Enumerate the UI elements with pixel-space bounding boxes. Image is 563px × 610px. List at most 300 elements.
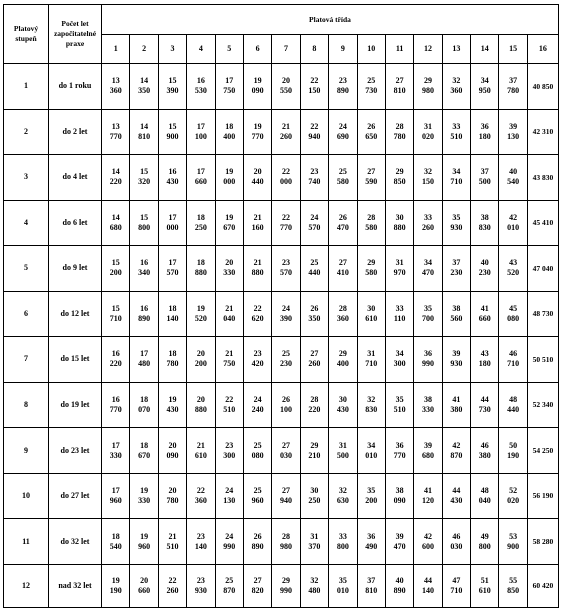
salary-thousands: 40	[395, 575, 404, 585]
salary-units: 350	[308, 313, 321, 323]
salary-value	[450, 349, 462, 369]
salary-cell	[272, 246, 300, 292]
salary-thousands: 20	[196, 349, 205, 359]
salary-thousands: 18	[168, 349, 177, 359]
salary-cell	[300, 155, 328, 201]
salary-cell	[130, 428, 158, 474]
salary-thousands: 27	[338, 258, 347, 268]
salary-cell	[102, 428, 130, 474]
salary-thousands: 14	[140, 76, 149, 86]
salary-value	[223, 441, 235, 461]
salary-thousands: 39	[395, 531, 404, 541]
salary-value	[223, 76, 235, 96]
salary-cell-class-16: 45 410	[527, 200, 558, 246]
salary-units: 880	[194, 268, 207, 278]
salary-units: 390	[280, 313, 293, 323]
salary-thousands: 31	[423, 121, 432, 131]
salary-thousands: 20	[140, 575, 149, 585]
salary-units: 590	[365, 177, 378, 187]
salary-units: 480	[138, 359, 151, 369]
salary-cell	[272, 64, 300, 110]
salary-units: 030	[450, 541, 463, 551]
salary-cell	[329, 200, 357, 246]
salary-cell	[357, 200, 385, 246]
salary-cell	[300, 473, 328, 519]
salary-cell	[102, 519, 130, 565]
salary-cell	[471, 109, 499, 155]
salary-thousands: 17	[196, 121, 205, 131]
salary-value	[195, 76, 207, 96]
years-cell: do 9 let	[49, 246, 102, 292]
salary-cell	[243, 519, 271, 565]
salary-units: 610	[365, 313, 378, 323]
salary-thousands: 16	[168, 167, 177, 177]
salary-value	[110, 167, 122, 187]
salary-cell	[158, 200, 186, 246]
salary-units: 370	[308, 541, 321, 551]
years-cell: do 23 let	[49, 428, 102, 474]
salary-thousands: 15	[111, 258, 120, 268]
salary-thousands: 17	[196, 167, 205, 177]
salary-thousands: 37	[480, 167, 489, 177]
salary-thousands: 55	[509, 575, 518, 585]
salary-thousands: 18	[196, 212, 205, 222]
salary-units: 360	[194, 496, 207, 506]
salary-units: 520	[507, 268, 520, 278]
salary-thousands: 19	[253, 121, 262, 131]
salary-units: 320	[138, 177, 151, 187]
salary-cell	[385, 337, 413, 383]
salary-cell	[300, 246, 328, 292]
salary-thousands: 26	[282, 394, 291, 404]
header-class-10: 10	[357, 35, 385, 64]
salary-cell-class-16: 50 510	[527, 337, 558, 383]
salary-cell	[499, 519, 527, 565]
salary-cell	[414, 109, 442, 155]
salary-value	[308, 395, 320, 415]
salary-thousands: 27	[282, 486, 291, 496]
salary-thousands: 23	[225, 440, 234, 450]
salary-units: 240	[251, 404, 264, 414]
step-cell: 2	[4, 109, 49, 155]
salary-value	[280, 395, 292, 415]
salary-value	[110, 532, 122, 552]
salary-units: 330	[109, 450, 122, 460]
salary-cell	[215, 291, 243, 337]
salary-cell	[158, 519, 186, 565]
salary-units: 730	[365, 86, 378, 96]
salary-cell-class-16: 56 190	[527, 473, 558, 519]
salary-units: 430	[166, 404, 179, 414]
salary-cell	[414, 337, 442, 383]
salary-thousands: 51	[480, 575, 489, 585]
salary-value	[422, 213, 434, 233]
salary-units: 230	[450, 268, 463, 278]
salary-value	[507, 122, 519, 142]
salary-units: 000	[223, 177, 236, 187]
salary-value	[252, 76, 264, 96]
salary-units: 580	[336, 177, 349, 187]
salary-cell	[102, 473, 130, 519]
salary-cell	[158, 473, 186, 519]
salary-units: 710	[450, 585, 463, 595]
salary-cell	[102, 155, 130, 201]
salary-thousands: 28	[367, 212, 376, 222]
salary-thousands: 39	[452, 349, 461, 359]
salary-cell	[158, 109, 186, 155]
salary-value	[479, 304, 491, 324]
salary-units: 660	[478, 313, 491, 323]
salary-value	[422, 167, 434, 187]
salary-units: 430	[450, 496, 463, 506]
salary-value	[280, 76, 292, 96]
salary-cell	[442, 291, 470, 337]
salary-thousands: 25	[253, 486, 262, 496]
salary-units: 940	[308, 131, 321, 141]
salary-units: 510	[450, 131, 463, 141]
salary-value	[195, 441, 207, 461]
salary-units: 090	[393, 496, 406, 506]
salary-units: 080	[507, 313, 520, 323]
salary-cell	[357, 246, 385, 292]
salary-units: 220	[109, 359, 122, 369]
salary-units: 300	[223, 450, 236, 460]
salary-thousands: 22	[225, 394, 234, 404]
salary-units: 670	[223, 222, 236, 232]
salary-units: 330	[223, 268, 236, 278]
salary-thousands: 35	[423, 303, 432, 313]
salary-value	[308, 486, 320, 506]
salary-units: 710	[109, 313, 122, 323]
salary-cell	[187, 246, 215, 292]
salary-units: 670	[138, 450, 151, 460]
salary-units: 120	[421, 496, 434, 506]
table-body	[4, 64, 559, 608]
salary-cell	[272, 155, 300, 201]
salary-thousands: 28	[395, 121, 404, 131]
salary-thousands: 16	[140, 258, 149, 268]
table-row	[4, 564, 559, 607]
salary-units: 990	[421, 359, 434, 369]
salary-cell	[442, 473, 470, 519]
salary-cell	[329, 246, 357, 292]
salary-cell	[272, 382, 300, 428]
salary-value	[308, 349, 320, 369]
salary-units: 440	[251, 177, 264, 187]
salary-value	[507, 258, 519, 278]
salary-thousands: 22	[310, 121, 319, 131]
salary-value	[365, 122, 377, 142]
salary-thousands: 16	[111, 349, 120, 359]
salary-thousands: 22	[310, 76, 319, 86]
years-cell: do 2 let	[49, 109, 102, 155]
salary-units: 440	[308, 268, 321, 278]
salary-cell	[385, 109, 413, 155]
salary-units: 260	[308, 359, 321, 369]
salary-thousands: 47	[452, 575, 461, 585]
salary-thousands: 20	[253, 167, 262, 177]
salary-units: 610	[194, 450, 207, 460]
salary-value	[138, 304, 150, 324]
header-class-8: 8	[300, 35, 328, 64]
salary-value	[138, 167, 150, 187]
salary-cell	[158, 564, 186, 607]
salary-units: 570	[166, 268, 179, 278]
salary-thousands: 23	[253, 349, 262, 359]
header-pocet-let: Počet let započitatelné praxe	[49, 5, 102, 64]
step-cell: 8	[4, 382, 49, 428]
salary-value	[308, 304, 320, 324]
salary-value	[507, 304, 519, 324]
salary-cell	[329, 155, 357, 201]
salary-cell	[272, 519, 300, 565]
salary-units: 040	[223, 313, 236, 323]
salary-cell	[215, 109, 243, 155]
salary-cell	[102, 337, 130, 383]
salary-cell	[187, 291, 215, 337]
salary-cell	[357, 564, 385, 607]
salary-table	[3, 4, 559, 608]
salary-cell	[243, 200, 271, 246]
salary-units: 890	[393, 585, 406, 595]
salary-units: 580	[365, 222, 378, 232]
salary-units: 090	[166, 450, 179, 460]
salary-thousands: 25	[367, 76, 376, 86]
salary-thousands: 33	[423, 212, 432, 222]
salary-thousands: 24	[282, 303, 291, 313]
salary-thousands: 26	[310, 303, 319, 313]
salary-cell	[215, 519, 243, 565]
salary-units: 560	[450, 313, 463, 323]
salary-thousands: 24	[225, 486, 234, 496]
salary-cell	[300, 428, 328, 474]
salary-thousands: 25	[310, 258, 319, 268]
years-cell: do 1 roku	[49, 64, 102, 110]
header-class-5: 5	[215, 35, 243, 64]
salary-value	[422, 258, 434, 278]
salary-thousands: 38	[395, 486, 404, 496]
header-class-12: 12	[414, 35, 442, 64]
salary-cell	[442, 337, 470, 383]
salary-units: 870	[450, 450, 463, 460]
salary-value	[280, 576, 292, 596]
salary-thousands: 29	[367, 258, 376, 268]
table-row	[4, 64, 559, 110]
salary-value	[110, 258, 122, 278]
salary-thousands: 22	[282, 167, 291, 177]
header-class-7: 7	[272, 35, 300, 64]
salary-cell	[187, 564, 215, 607]
salary-units: 010	[507, 222, 520, 232]
salary-value	[138, 532, 150, 552]
salary-cell	[357, 155, 385, 201]
salary-value	[450, 213, 462, 233]
salary-cell	[300, 64, 328, 110]
salary-units: 680	[109, 222, 122, 232]
salary-cell	[130, 64, 158, 110]
salary-value	[422, 441, 434, 461]
salary-value	[365, 304, 377, 324]
header-class-15: 15	[499, 35, 527, 64]
salary-thousands: 19	[140, 531, 149, 541]
salary-value	[252, 304, 264, 324]
salary-thousands: 17	[168, 258, 177, 268]
salary-value	[110, 486, 122, 506]
salary-cell	[243, 473, 271, 519]
salary-units: 770	[393, 450, 406, 460]
salary-cell	[187, 155, 215, 201]
salary-thousands: 19	[140, 486, 149, 496]
table-row	[4, 291, 559, 337]
salary-value	[394, 349, 406, 369]
salary-units: 200	[365, 496, 378, 506]
salary-cell	[300, 519, 328, 565]
salary-value	[365, 213, 377, 233]
salary-cell	[215, 337, 243, 383]
salary-units: 220	[308, 404, 321, 414]
header-class-1: 1	[102, 35, 130, 64]
salary-value	[507, 486, 519, 506]
salary-value	[394, 486, 406, 506]
salary-units: 780	[166, 496, 179, 506]
salary-units: 960	[109, 496, 122, 506]
salary-thousands: 20	[168, 486, 177, 496]
salary-cell-class-16: 43 830	[527, 155, 558, 201]
salary-cell	[130, 564, 158, 607]
salary-cell	[243, 64, 271, 110]
salary-thousands: 26	[338, 212, 347, 222]
salary-thousands: 17	[168, 212, 177, 222]
salary-value	[166, 486, 178, 506]
salary-cell	[130, 246, 158, 292]
salary-cell	[499, 246, 527, 292]
salary-value	[252, 441, 264, 461]
salary-units: 890	[138, 313, 151, 323]
salary-thousands: 29	[423, 76, 432, 86]
step-cell: 9	[4, 428, 49, 474]
salary-units: 970	[393, 268, 406, 278]
salary-value	[223, 258, 235, 278]
salary-thousands: 22	[168, 575, 177, 585]
salary-units: 360	[450, 86, 463, 96]
salary-thousands: 19	[225, 167, 234, 177]
salary-thousands: 44	[452, 486, 461, 496]
salary-value	[166, 532, 178, 552]
step-cell: 1	[4, 64, 49, 110]
step-cell: 11	[4, 519, 49, 565]
salary-units: 930	[450, 359, 463, 369]
salary-cell	[414, 519, 442, 565]
salary-units: 540	[109, 541, 122, 551]
salary-thousands: 17	[111, 440, 120, 450]
salary-units: 010	[365, 450, 378, 460]
salary-units: 830	[478, 222, 491, 232]
salary-thousands: 29	[310, 440, 319, 450]
salary-units: 850	[507, 585, 520, 595]
salary-units: 710	[450, 177, 463, 187]
salary-thousands: 19	[168, 394, 177, 404]
salary-thousands: 18	[111, 531, 120, 541]
salary-value	[507, 76, 519, 96]
salary-units: 420	[251, 359, 264, 369]
salary-thousands: 42	[423, 531, 432, 541]
salary-value	[365, 486, 377, 506]
salary-value	[280, 122, 292, 142]
salary-thousands: 44	[423, 575, 432, 585]
salary-units: 400	[223, 131, 236, 141]
salary-units: 470	[336, 222, 349, 232]
salary-value	[365, 349, 377, 369]
step-cell: 4	[4, 200, 49, 246]
salary-thousands: 30	[367, 303, 376, 313]
salary-thousands: 30	[338, 394, 347, 404]
salary-value	[166, 349, 178, 369]
salary-value	[507, 576, 519, 596]
salary-units: 620	[251, 313, 264, 323]
table-row	[4, 337, 559, 383]
salary-thousands: 29	[395, 167, 404, 177]
salary-value	[337, 532, 349, 552]
salary-thousands: 25	[225, 575, 234, 585]
salary-cell	[243, 337, 271, 383]
salary-cell	[187, 109, 215, 155]
salary-units: 500	[478, 177, 491, 187]
header-platovy-stupen: Platový stupeň	[4, 5, 49, 64]
salary-cell	[215, 473, 243, 519]
salary-units: 660	[138, 585, 151, 595]
salary-thousands: 14	[111, 212, 120, 222]
salary-thousands: 36	[367, 531, 376, 541]
salary-value	[308, 532, 320, 552]
salary-cell	[158, 428, 186, 474]
salary-value	[195, 395, 207, 415]
salary-cell	[385, 155, 413, 201]
salary-units: 680	[421, 450, 434, 460]
salary-thousands: 21	[168, 531, 177, 541]
salary-cell	[215, 200, 243, 246]
salary-cell	[329, 291, 357, 337]
salary-thousands: 21	[225, 349, 234, 359]
salary-thousands: 25	[253, 440, 262, 450]
salary-units: 130	[507, 131, 520, 141]
salary-value	[110, 213, 122, 233]
salary-value	[252, 258, 264, 278]
salary-value	[337, 395, 349, 415]
salary-cell	[102, 291, 130, 337]
salary-value	[223, 167, 235, 187]
salary-value	[450, 258, 462, 278]
salary-value	[280, 213, 292, 233]
salary-thousands: 36	[423, 349, 432, 359]
salary-cell	[215, 428, 243, 474]
salary-units: 040	[478, 496, 491, 506]
salary-value	[223, 304, 235, 324]
salary-value	[422, 532, 434, 552]
salary-thousands: 33	[338, 531, 347, 541]
salary-value	[337, 258, 349, 278]
salary-cell	[187, 519, 215, 565]
salary-thousands: 20	[282, 76, 291, 86]
salary-value	[479, 122, 491, 142]
salary-units: 810	[393, 86, 406, 96]
salary-value	[507, 349, 519, 369]
salary-value	[280, 532, 292, 552]
salary-thousands: 19	[253, 76, 262, 86]
salary-cell	[272, 291, 300, 337]
salary-units: 410	[336, 268, 349, 278]
salary-cell	[414, 564, 442, 607]
salary-value	[422, 76, 434, 96]
